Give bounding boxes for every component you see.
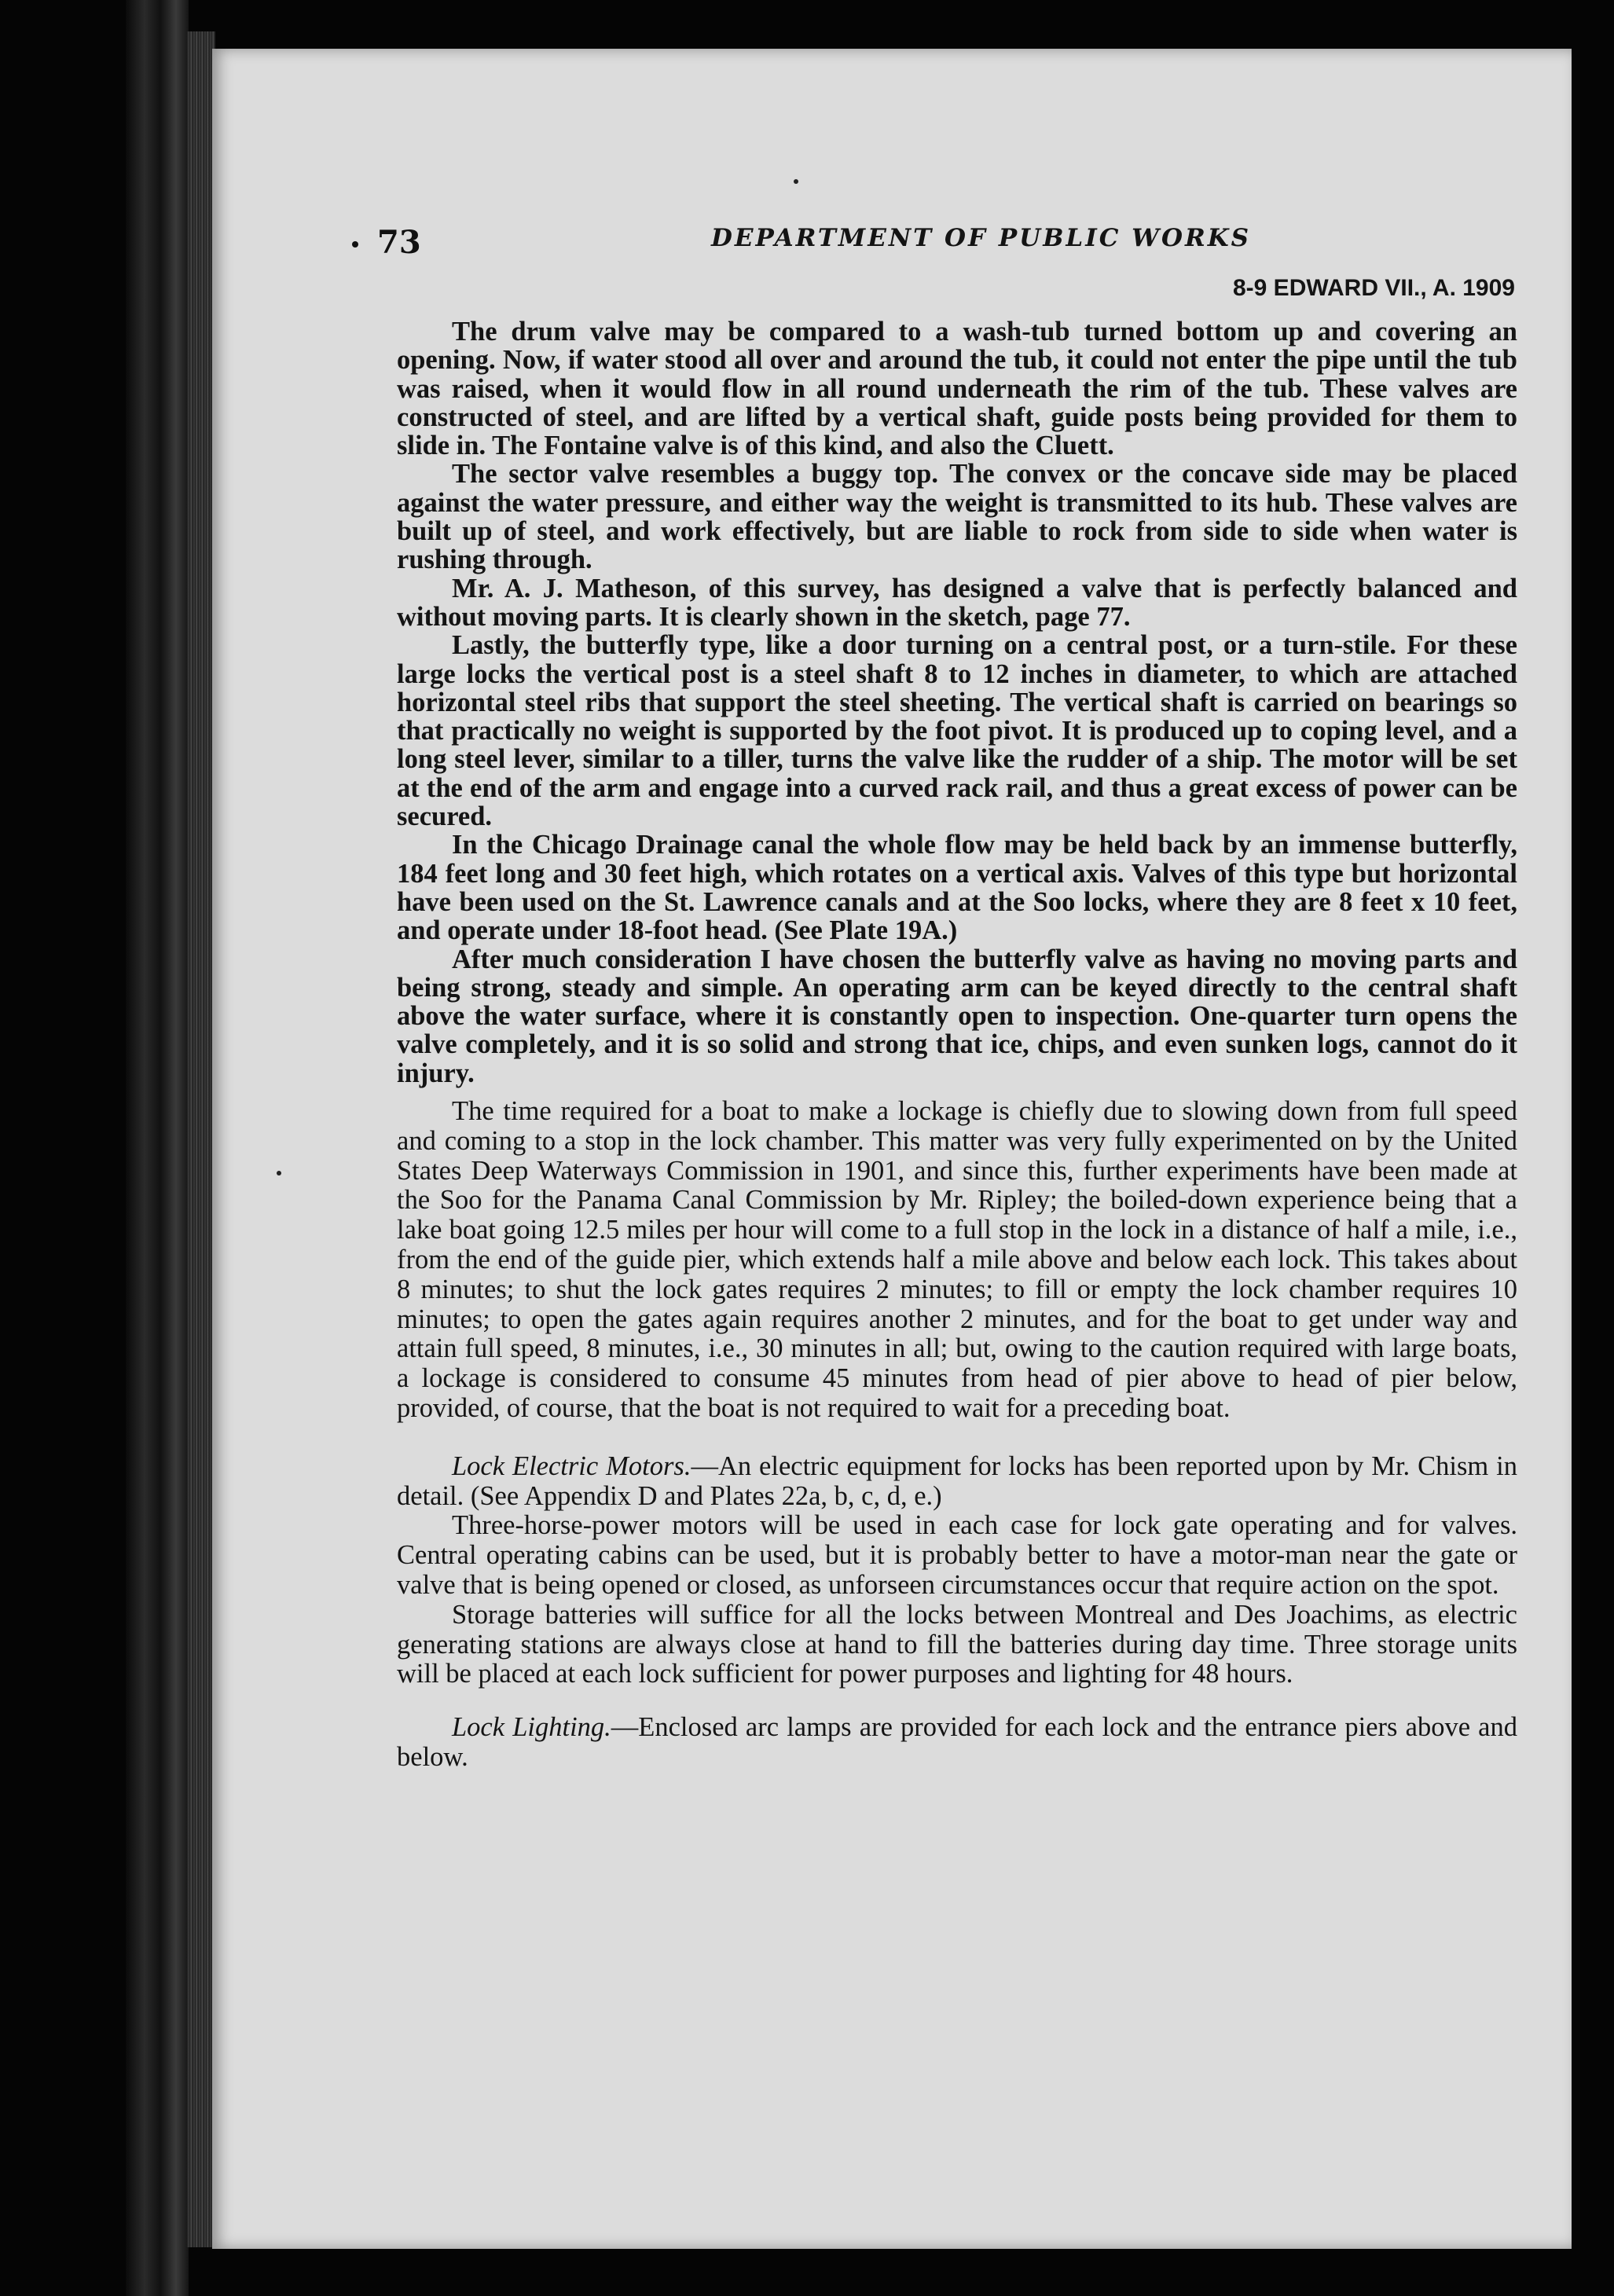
paragraph-electric-motors [397,1452,1517,1512]
paragraph-batteries: Storage batteries will suffice for all the locks between Montreal and Des Joachims, as electric generating stations are always close at hand to fill the batteries during day time. Three storage units will be placed at each lock sufficient for power purposes and lighting for 48 hours. [397,1599,1517,1689]
paragraph-chicago-drainage: In the Chicago Drainage canal the whole flow may be held back by an immense butterfly, 184 feet long and 30 feet high, which rotates on a vertical axis. Valves of this type but horizontal have been used on the St. Lawrence canals and at the Soo locks, where they are 8 feet x 10 feet, and operate under 18-foot head. (See Plate 19A.) [397,830,1517,946]
paragraph-lockage-time: The time required for a boat to make a lockage is chiefly due to slowing down from full speed and coming to a stop in the lock chamber. This matter was very fully experimented on by the United States Deep Waterways Commission in 1901, and since this, further experiments have been made at the Soo for the Panama Canal Commission by Mr. Ripley; the boiled-down experience being that a lake boat going 12.5 miles per hour will come to a full stop in the lock in a distance of half a mile, i.e., from the end of the guide pier, which extends half a mile above and below each lock. This takes about 8 minutes; to shut the lock gates requires 2 minutes; to fill or empty the lock chamber requires 10 minutes; to open the gates again requires another 2 minutes, and for the boat to get under way and attain full speed, 8 minutes, i.e., 30 minutes in all; but, owing to the caution required with large boats, a lockage is considered to consume 45 minutes from head of pier above to head of pier below, provided, of course, that the boat is not required to wait for a preceding boat. [397,1096,1517,1423]
running-head: DEPARTMENT OF PUBLIC WORKS [711,224,1252,252]
section-heading-lighting: Lock Lighting. [452,1712,611,1743]
electric-motors-intro: —An electric equipment for locks has been reported upon by Mr. Chism in detail. (See Appendix D and Plates 22a, b, c, d, e.) [397,1451,1517,1511]
lighting-text: —Enclosed arc lamps are provided for each lock and the entrance piers above and below. [397,1712,1517,1772]
light-text-block [397,1097,1517,1773]
paragraph-butterfly-type: Lastly, the butterfly type, like a door turning on a central post, or a turn-stile. For these large locks the vertical post is a steel shaft 8 to 12 inches in diameter, to which are attached horizontal steel ribs that support the steel sheeting. The vertical shaft is carried on bearings so that practically no weight is supported by the foot pivot. It is produced up to coping level, and a long steel lever, similar to a tiller, turns the valve like the rudder of a ship. The motor will be set at the end of the arm and engage into a curved rack rail, and thus a great excess of power can be secured. [397,630,1517,832]
book-spine [126,0,189,2296]
page-number: 73 [377,224,421,261]
section-heading-electric-motors: Lock Electric Motors. [452,1451,691,1481]
spacer [397,1689,1517,1713]
page-edges [187,31,215,2247]
bold-text-block [397,317,1517,1087]
paragraph-sector-valve: The sector valve resembles a buggy top. The convex or the concave side may be placed against the water pressure, and either way the weight is transmitted to its hub. These valves are built up of steel, and work effectively, but are liable to rock from side to side when water is rushing through. [397,459,1517,575]
stray-mark [277,1171,281,1176]
paragraph-lighting [397,1713,1517,1773]
stray-mark [794,179,798,184]
paragraph-drum-valve: The drum valve may be compared to a wash-tub turned bottom up and covering an opening. Now, if water stood all over and around the tub, it could not enter the pipe until the tub was raised, when it would flow in all round underneath the rim of the tub. These valves are constructed of steel, and are lifted by a vertical shaft, guide posts being provided for them to slide in. The Fontaine valve is of this kind, and also the Cluett. [397,317,1517,461]
paragraph-motors: Three-horse-power motors will be used in each case for lock gate operating and for valves. Central operating cabins can be used, but it is probably better to have a motor-man near the gate or valve that is being opened or closed, as unforseen circumstances occur that require action on the spot. [397,1510,1517,1600]
paragraph-matheson-valve: Mr. A. J. Matheson, of this survey, has designed a valve that is perfectly balanced and without moving parts. It is clearly shown in the sketch, page 77. [397,573,1517,632]
session-line: 8-9 EDWARD VII., A. 1909 [1232,275,1515,301]
spacer [397,1424,1517,1452]
body-text [397,317,1517,1773]
paragraph-chosen-valve: After much consideration I have chosen the butterfly valve as having no moving parts and being strong, steady and simple. An operating arm can be keyed directly to the central shaft above the water surface, where it is constantly open to inspection. One-quarter turn opens the valve completely, and it is so solid and strong that ice, chips, and even sunken logs, cannot do it injury. [397,944,1517,1088]
